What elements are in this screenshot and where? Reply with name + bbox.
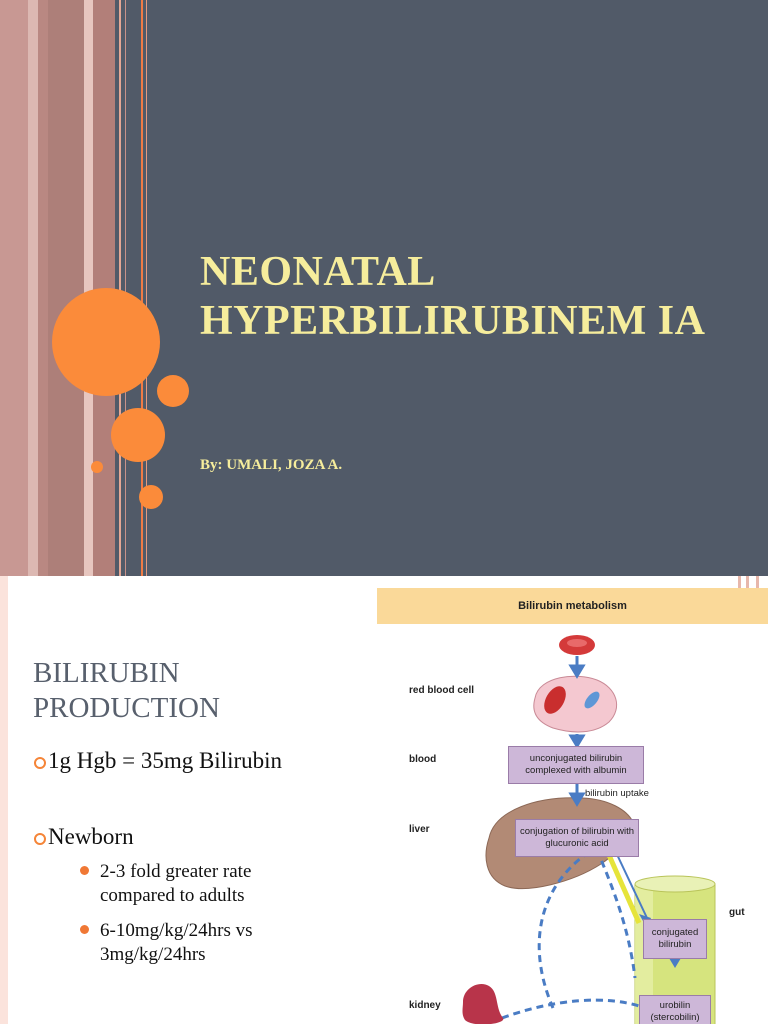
decorative-circle [157,375,189,407]
decorative-circle [139,485,163,509]
diagram-title: Bilirubin metabolism [518,600,627,612]
conjugated-bilirubin-box: conjugated bilirubin [643,919,707,959]
urobilin-box: urobilin (stercobilin) [639,995,711,1024]
author-line: By: UMALI, JOZA A. [200,457,343,473]
decorative-stripe [28,0,38,576]
content-slide [0,576,768,1024]
decorative-stripe [0,0,28,576]
decorative-line [738,576,741,588]
row-label-gut: gut [729,907,745,918]
row-label-kidney: kidney [409,1000,441,1011]
bullet-ring-icon [34,833,46,845]
bilirubin-metabolism-diagram [377,588,768,1024]
dashed-flow [502,1000,639,1018]
uptake-label: bilirubin uptake [585,788,649,799]
decorative-line [125,0,126,576]
decorative-line [746,576,749,588]
bullet-dot-icon [80,866,89,875]
sub-bullet-item [100,919,330,967]
bullet-item [48,748,282,774]
row-label-rbc: red blood cell [409,685,475,696]
diagram-graphics [377,588,768,1024]
bullet-item [48,824,134,850]
row-label-blood: blood [409,754,437,765]
slide-heading: BILIRUBIN PRODUCTION [33,657,220,724]
kidney-icon [463,984,504,1024]
decorative-line [756,576,759,588]
decorative-circle [111,408,165,462]
unconjugated-bilirubin-box: unconjugated bilirubin complexed with albumin [508,746,644,784]
bullet-ring-icon [34,757,46,769]
row-label-liver: liver [409,824,430,835]
red-blood-cell-icon [559,635,595,655]
bullet-text: 1g Hgb = 35mg Bilirubin [48,748,283,773]
sub-bullet-text: 2-3 fold greater rate compared to adults [100,861,252,906]
decorative-stripe [48,0,84,576]
sub-bullet-text: 6-10mg/kg/24hrs vs 3mg/kg/24hrs [100,920,253,965]
bullet-dot-icon [80,925,89,934]
decorative-circle [52,288,160,396]
conjugation-box: conjugation of bilirubin with glucuronic acid [515,819,639,857]
decorative-circle [91,461,103,473]
decorative-line [119,0,121,576]
slide-title: NEONATAL HYPERBILIRUBINEM IA [200,249,706,345]
sub-bullet-item [100,860,330,908]
bullet-text: Newborn [48,824,134,849]
decorative-stripe [0,576,8,1024]
decorative-stripe [38,0,48,576]
decorative-stripe [84,0,93,576]
